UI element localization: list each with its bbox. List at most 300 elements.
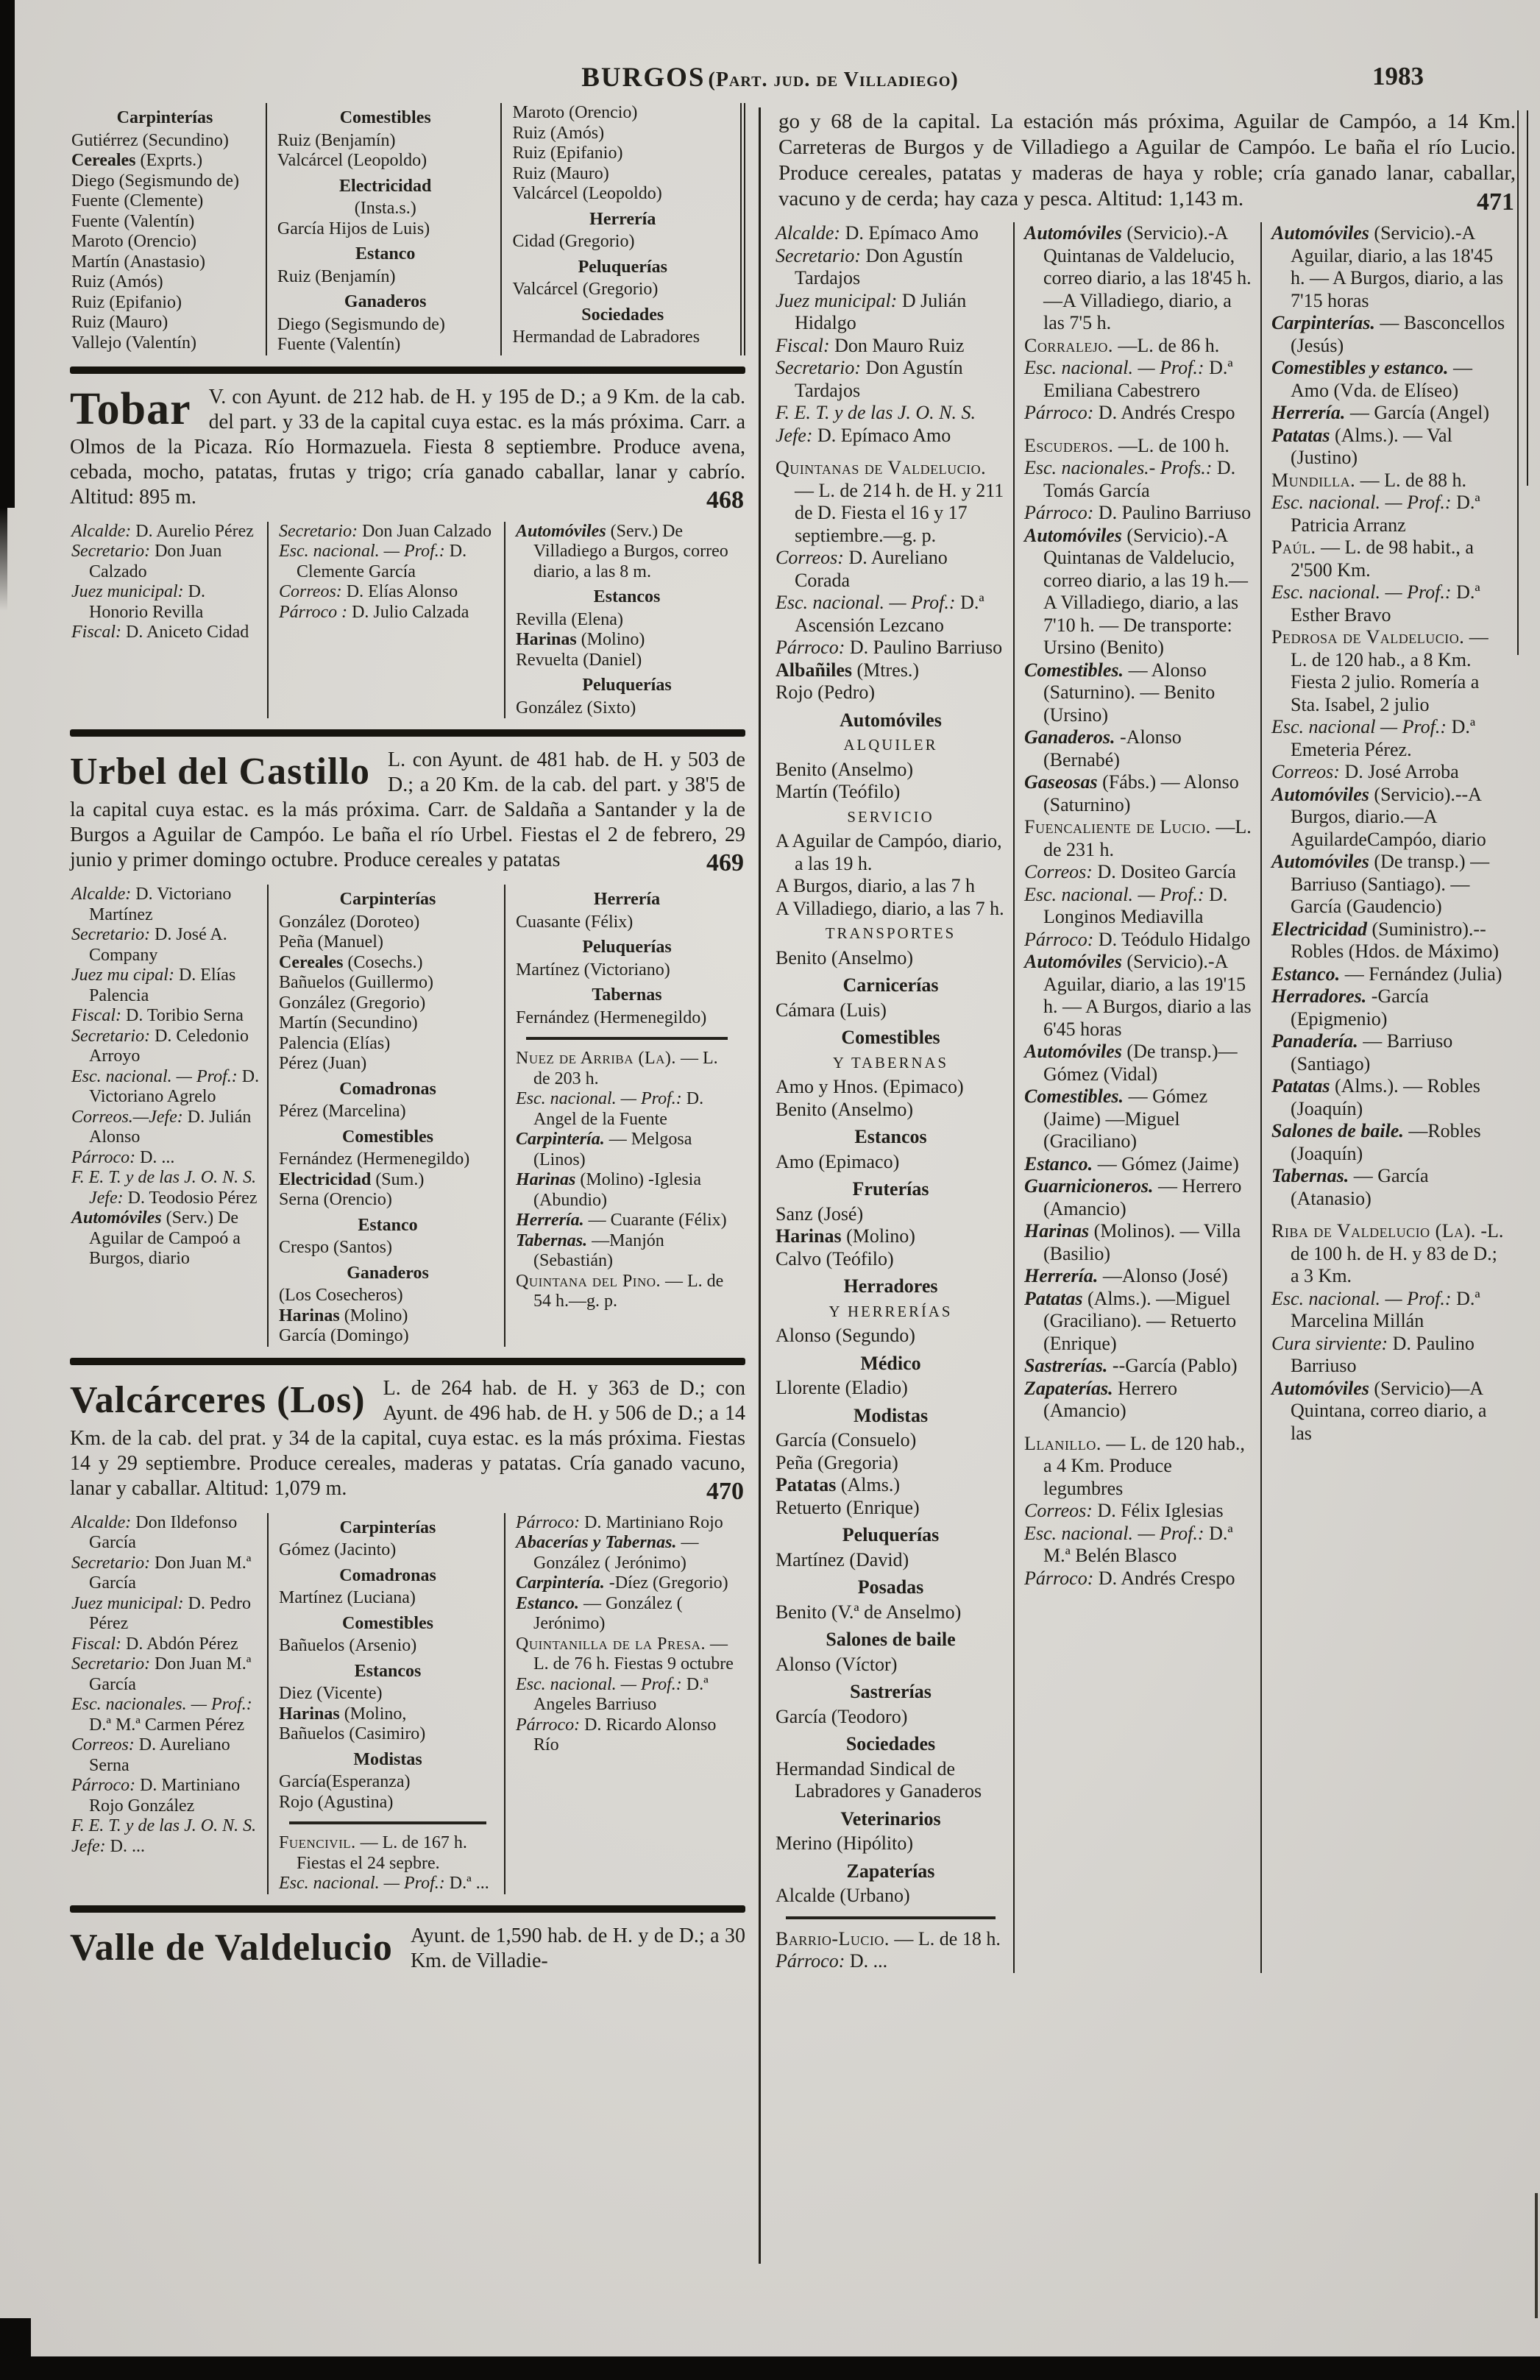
entry-lead: SERVICIO <box>847 808 934 826</box>
entry-lead: Correos: <box>1024 861 1093 882</box>
trade-entry: Salones de baile. —Robles (Joaquín) <box>1271 1120 1481 1164</box>
entry-lead: Electricidad <box>339 176 432 196</box>
official-role-entry: Correos: D. Dositeo García <box>1024 861 1236 882</box>
entry-lead: Martín (Anastasio) <box>71 252 205 272</box>
entry-lead: Esc. nacionales. — Prof.: <box>71 1695 252 1714</box>
entry-lead: Carpinterías <box>339 890 436 909</box>
trade-header <box>512 305 733 326</box>
trade-entry: Sastrerías. --García (Pablo) <box>1024 1355 1238 1376</box>
trade-entry: Estanco. — González ( Jerónimo) <box>516 1593 683 1633</box>
entry-lead: Herrería. <box>1024 1265 1099 1286</box>
entry-lead: Secretario: <box>776 244 861 266</box>
entry-lead: Esc. nacional. — Prof.: <box>1271 492 1452 513</box>
official-role-entry: Párroco: D. Ricardo Alonso Río <box>516 1715 717 1754</box>
person-entry <box>776 1203 1006 1226</box>
entry-lead: Esc. nacionales.- Profs.: <box>1024 457 1213 478</box>
person-entry <box>279 1588 497 1609</box>
entry-lead: Diego (Segismundo de) <box>71 171 239 191</box>
entry-lead: Alonso (Segundo) <box>776 1325 915 1346</box>
left-text-block <box>70 103 745 1986</box>
official-role-entry: Párroco : D. Julio Calzada <box>279 602 469 622</box>
scan-edge-left-fade <box>0 508 7 611</box>
entry-lead: Estanco <box>358 1215 418 1235</box>
entry-lead: Benito (Anselmo) <box>776 758 914 780</box>
official-role-entry: F. E. T. y de las J. O. N. S. Jefe: D. Teodosio Pérez <box>71 1168 258 1208</box>
entry-lead: González (Doroteo) <box>279 912 420 932</box>
entry-lead: Fuente (Clemente) <box>71 191 204 210</box>
person-entry <box>776 1377 1006 1400</box>
entry-lead: Correos: <box>279 582 342 601</box>
entry-lead: Quintana del Pino. <box>516 1271 661 1291</box>
entry-lead: Secretario: <box>279 521 358 541</box>
entry-lead: Bañuelos (Arsenio) <box>279 1636 417 1655</box>
entry-lead: Herradores <box>843 1275 938 1297</box>
trade-lead-entry: Cereales (Exprts.) <box>71 151 203 170</box>
entry-lead: Secretario: <box>776 357 861 378</box>
official-role-entry: Juez municipal: D. Honorio Revilla <box>71 582 205 622</box>
entry-reference-number: 471 <box>1477 188 1514 216</box>
trade-entry: Estanco. — Fernández (Julia) <box>1271 963 1502 985</box>
directory-column <box>70 1513 267 1894</box>
trade-entry: Carpintería. — Melgosa (Linos) <box>516 1130 692 1169</box>
official-role-entry: Esc. nacional. — Prof.: D.ª Marcelina Millán <box>1271 1287 1480 1331</box>
trade-entry: Patatas (Alms.). — Robles (Joaquín) <box>1271 1075 1480 1119</box>
official-role-entry: Esc. nacionales.- Profs.: D. Tomás García <box>1024 457 1236 501</box>
town-intro-text: Ayunt. de 1,590 hab. de H. y de D.; a 30 Km. de Villadie- <box>410 1924 745 1972</box>
entry-lead: Revilla (Elena) <box>516 609 623 629</box>
entry-lead: Esc. nacional. — Prof.: <box>1271 581 1452 603</box>
person-entry <box>776 1452 1006 1475</box>
entry-lead: Llanillo. <box>1024 1432 1101 1454</box>
entry-lead: Estancos <box>854 1126 927 1147</box>
trade-header <box>776 1405 1006 1428</box>
village-entry: Riba de Valdelucio (La). -L. de 100 h. de H. y 83 de D.; a 3 Km. <box>1271 1220 1504 1286</box>
entry-lead: Fuente (Valentín) <box>71 211 195 231</box>
village-entry: Pedrosa de Valdelucio. — L. de 120 hab., a 8 Km. Fiesta 2 julio. Romería a Sta. Isabel, 2 julio <box>1271 626 1488 715</box>
entry-lead: Modistas <box>853 1404 929 1426</box>
official-role-entry: Párroco: D. Teódulo Hidalgo <box>1024 928 1251 950</box>
entry-lead: Fuencaliente de Lucio. <box>1024 816 1211 837</box>
trade-entry: Comestibles. — Gómez (Jaime) —Miguel (Graciliano) <box>1024 1085 1208 1152</box>
person-entry <box>512 103 733 124</box>
town-intro-text: L. de 264 hab. de H. y 363 de D.; con Ayunt. de 496 hab. de H. y 506 de D.; a 14 Km. de la cab. del prat. y 34 de la capital, cuya estac. es la más próxima. Fiestas 14 y 29 septiembre. Produce cereales, maderas y patatas. Cría ganado vacuno, lanar y caballar. Altitud: 1,079 m. <box>70 1376 745 1500</box>
scan-edge-bottom <box>0 2356 1540 2380</box>
trade-entry: Estanco. — Gómez (Jaime) <box>1024 1152 1239 1175</box>
entry-lead: Párroco: <box>1024 402 1094 423</box>
official-role-entry: Secretario: Don Juan M.ª García <box>71 1553 252 1593</box>
entry-lead: Escuderos. <box>1024 434 1114 456</box>
entry-lead: Patatas <box>776 1474 837 1495</box>
entry-lead: Párroco: <box>776 637 845 658</box>
person-entry <box>279 1724 497 1745</box>
entry-lead: Fiscal: <box>71 1634 121 1654</box>
official-role-entry: Correos: D. Aureliano Serna <box>71 1735 230 1775</box>
directory-column <box>774 222 1013 1973</box>
entry-lead: Esc. nacional. — Prof.: <box>776 592 956 613</box>
entry-lead: Secretario: <box>71 542 151 561</box>
entry-lead: García (Consuelo) <box>776 1429 917 1451</box>
entry-lead: Cura sirviente: <box>1271 1332 1388 1354</box>
trade-header <box>516 985 738 1006</box>
town-heading: Tobar <box>70 383 191 434</box>
official-role-entry: Párroco: D. ... <box>71 1147 175 1167</box>
entry-lead: Juez municipal: <box>776 289 898 311</box>
entry-lead: Comestibles. <box>1024 1085 1124 1107</box>
entry-reference-number: 468 <box>706 486 744 514</box>
village-entry: Llanillo. — L. de 120 hab., a 4 Km. Produce legumbres <box>1024 1432 1245 1499</box>
official-role-entry: Correos: D. Aureliano Corada <box>776 547 948 591</box>
person-entry <box>279 1150 497 1170</box>
directory-column <box>70 103 266 355</box>
person-entry <box>279 1326 497 1347</box>
official-role-entry: Esc. nacional. — Prof.: D.ª ... <box>279 1874 489 1893</box>
entry-lead: Bañuelos (Guillermo) <box>279 973 433 992</box>
town-heading: Urbel del Castillo <box>70 751 370 793</box>
entry-lead: Nuez de Arriba (La). <box>516 1049 676 1068</box>
entry-lead: Tabernas <box>592 985 662 1005</box>
entry-lead: Valcárcel (Leopoldo) <box>512 184 662 203</box>
trade-header <box>776 974 1006 997</box>
entry-lead: Harinas <box>279 1306 340 1325</box>
entry-lead: Riba de Valdelucio (La). <box>1271 1220 1476 1242</box>
trade-entry: Herrería. — García (Angel) <box>1271 402 1490 423</box>
trade-header <box>776 1733 1006 1756</box>
entry-lead: Paúl. <box>1271 536 1316 558</box>
entry-lead: Alcalde: <box>71 885 132 904</box>
directory-column <box>504 885 745 1347</box>
right-text-block <box>774 109 1516 1973</box>
trade-lead-entry: Harinas (Molino) <box>279 1306 408 1325</box>
entry-lead: Zapaterías <box>846 1860 935 1882</box>
trade-entry: Harinas (Molino) -Iglesia (Abundio) <box>516 1170 701 1210</box>
person-entry <box>277 315 494 336</box>
trade-header <box>279 1264 497 1284</box>
entry-lead: Carpintería. <box>516 1573 605 1593</box>
official-role-entry: Juez municipal: D Julián Hidalgo <box>776 289 967 333</box>
entry-lead: Automóviles <box>1024 524 1122 546</box>
trade-header <box>776 1275 1006 1298</box>
village-entry: Quintanas de Valdelucio. — L. de 214 h. de H. y 211 de D. Fiesta el 16 y 17 septiembre.—g. p. <box>776 457 1004 546</box>
entry-lead: Automóviles <box>1024 951 1122 972</box>
entry-lead: Esc. nacional. — Prof.: <box>516 1674 682 1694</box>
trade-lead-entry: Harinas (Molino) <box>516 630 645 649</box>
entry-lead: González (Sixto) <box>516 698 636 718</box>
entry-lead: Párroco: <box>776 1950 845 1972</box>
trade-lead-entry: Electricidad (Sum.) <box>279 1169 425 1189</box>
trade-header <box>277 108 494 129</box>
town-listings <box>70 522 745 719</box>
directory-column <box>267 1513 504 1894</box>
town-listings <box>70 1513 745 1894</box>
trade-entry: Abacerías y Tabernas. — González ( Jerónimo) <box>516 1533 699 1573</box>
person-entry <box>776 681 1006 704</box>
official-role-entry: Esc. nacional. — Prof.: D. Longinos Mediavilla <box>1024 883 1228 927</box>
entry-lead: Alcalde (Urbano) <box>776 1885 910 1906</box>
entry-lead: Automóviles <box>71 1208 162 1228</box>
trade-lead-entry: Cereales (Cosechs.) <box>279 952 423 972</box>
trade-entry: Zapaterías. Herrero (Amancio) <box>1024 1377 1177 1421</box>
entry-lead: Rojo (Pedro) <box>776 681 876 703</box>
trade-entry: Automóviles (Serv.) De Villadiego a Burgos, correo diario, a las 8 m. <box>516 521 728 581</box>
entry-lead: Párroco: <box>1024 502 1094 523</box>
trade-entry: Automóviles (Servicio).-A Quintanas de Valdelucio, correo diario, a las 19 h.—A Villadiego, diario, a las 7'10 h. — De transporte: Ursino (Benito) <box>1024 524 1248 658</box>
trade-entry: Automóviles (De transp.)— Gómez (Vidal) <box>1024 1041 1238 1085</box>
entry-lead: Juez mu cipal: <box>71 966 174 985</box>
column-divider-rule <box>526 1037 728 1040</box>
person-entry <box>71 293 258 314</box>
entry-lead: Martínez (David) <box>776 1548 909 1570</box>
entry-lead: Diez (Vicente) <box>279 1684 383 1703</box>
entry-lead: Ganaderos <box>347 1263 429 1283</box>
person-entry <box>776 1325 1006 1347</box>
entry-lead: Herradores. <box>1271 985 1367 1007</box>
entry-lead: Ruiz (Epifanio) <box>512 144 623 163</box>
directory-column <box>1260 222 1516 1973</box>
official-role-entry: Alcalde: D. Epímaco Amo <box>776 222 979 244</box>
entry-lead: Comestibles <box>339 108 431 127</box>
entry-lead: Automóviles <box>1024 222 1122 244</box>
trade-header <box>776 1524 1006 1547</box>
entry-lead: Ruiz (Benjamín) <box>277 266 396 286</box>
running-head <box>0 62 1540 93</box>
person-entry <box>776 1248 1006 1271</box>
person-entry <box>512 184 733 205</box>
entry-lead: Tabernas. <box>516 1230 588 1250</box>
person-entry <box>776 1654 1006 1676</box>
section-separator-rule <box>70 366 745 374</box>
column-divider-rule <box>289 1821 486 1824</box>
entry-lead: Cereales <box>279 952 344 972</box>
town-listings <box>70 885 745 1347</box>
entry-lead: Carpinterías <box>116 108 213 127</box>
trade-subheader <box>776 807 1006 829</box>
entry-lead: Bañuelos (Casimiro) <box>279 1724 426 1743</box>
trade-entry: Automóviles (Servicio).-A Quintanas de Valdelucio, correo diario, a las 18'45 h.—A Villadiego, diario, a las 7'5 h. <box>1024 222 1252 333</box>
town-intro-text: L. con Ayunt. de 481 hab. de H. y 503 de D.; a 20 Km. de la cab. del part. y 38'5 de la capital cuya estac. es la más próxima. Carr. de Saldaña a Santander y la de Burgos a Aguilar de Campóo. Le baña el río Urbel. Fiestas el 2 de febrero, 29 junio y primer domingo octubre. Produce cereales y patatas <box>70 748 745 871</box>
directory-column <box>266 103 501 355</box>
entry-lead: Párroco: <box>71 1776 136 1795</box>
column-gap <box>1024 1423 1253 1433</box>
entry-lead: García (Teodoro) <box>776 1705 908 1727</box>
official-role-entry: Cura sirviente: D. Paulino Barriuso <box>1271 1332 1475 1376</box>
trade-entry: Automóviles (Servicio).--A Burgos, diario.—A AguilardeCampóo, diario <box>1271 783 1486 850</box>
directory-column <box>504 522 745 719</box>
entry-lead: Correos: <box>776 547 844 568</box>
trade-entry: Electricidad (Suministro).--Robles (Hdos. de Máximo) <box>1271 918 1500 962</box>
entry-lead: García(Esperanza) <box>279 1772 411 1791</box>
entry-lead: Benito (Anselmo) <box>776 946 914 968</box>
right-margin-rule-inner <box>1527 110 1528 486</box>
entry-lead: Herrería. <box>1271 402 1346 423</box>
trade-lead-entry: Harinas (Molino, <box>279 1704 407 1724</box>
entry-lead: Pedrosa de Valdelucio. <box>1271 626 1465 648</box>
official-role-entry: Párroco: D. Andrés Crespo <box>1024 1567 1235 1589</box>
entry-lead: Automóviles <box>1271 851 1369 872</box>
trade-header <box>279 1614 497 1635</box>
entry-lead: Párroco: <box>1024 928 1094 950</box>
trade-entry: Patatas (Alms.). — Val (Justino) <box>1271 424 1452 468</box>
official-role-entry: Párroco: D. Andrés Crespo <box>1024 402 1235 423</box>
person-entry <box>776 781 1006 804</box>
entry-lead: Patatas <box>1271 424 1330 446</box>
entry-lead: Barrio-Lucio. <box>776 1927 890 1949</box>
person-entry <box>776 759 1006 782</box>
entry-lead: Esc. nacional. — Prof.: <box>279 1874 445 1893</box>
person-entry <box>279 1102 497 1122</box>
trade-entry: Herrería. — Cuarante (Félix) <box>516 1211 727 1230</box>
trade-header <box>776 1681 1006 1704</box>
entry-lead: Ruiz (Amós) <box>512 123 605 143</box>
person-entry <box>71 272 258 293</box>
entry-lead: Cidad (Gregorio) <box>512 232 635 251</box>
trade-header <box>277 244 494 265</box>
entry-lead: Llorente (Eladio) <box>776 1377 908 1398</box>
village-entry: Fuencivil. — L. de 167 h. Fiestas el 24 sepbre. <box>279 1833 467 1873</box>
person-entry <box>279 1013 497 1034</box>
town-section-tobar <box>70 385 745 719</box>
entry-lead: Comestibles. <box>1024 659 1124 681</box>
entry-lead: (Los Cosecheros) <box>279 1286 403 1305</box>
person-entry <box>776 947 1006 970</box>
entry-lead: Cuasante (Félix) <box>516 912 634 932</box>
entry-lead: Sastrerías. <box>1024 1355 1108 1376</box>
person-entry <box>279 1034 497 1055</box>
entry-lead: Valcárcel (Gregorio) <box>512 280 659 299</box>
person-entry <box>776 1076 1006 1099</box>
trade-entry: Ganaderos. -Alonso (Bernabé) <box>1024 726 1182 771</box>
entry-lead: Maroto (Orencio) <box>512 103 638 122</box>
running-head-district: (Part. jud. de Villadiego) <box>708 68 959 91</box>
entry-lead: Palencia (Elías) <box>279 1033 391 1053</box>
entry-lead: Pérez (Juan) <box>279 1054 367 1073</box>
trade-header <box>277 292 494 313</box>
directory-column <box>500 103 740 355</box>
entry-lead: Y HERRERÍAS <box>828 1303 953 1320</box>
town-intro-continuation <box>774 109 1516 216</box>
person-entry <box>516 651 738 671</box>
official-role-entry: Juez mu cipal: D. Elías Palencia <box>71 966 236 1005</box>
person-entry <box>71 131 258 152</box>
town-heading: Valle de Valdelucio <box>70 1926 393 1969</box>
official-role-entry: Esc. nacional. — Prof.: D.ª Angeles Barriuso <box>516 1674 709 1714</box>
official-role-entry: Correos: D. José Arroba <box>1271 761 1459 782</box>
person-entry <box>516 698 738 719</box>
trade-header <box>516 587 738 608</box>
entry-lead: Esc. nacional. — Prof.: <box>1024 1522 1204 1544</box>
town-section-valcarceres <box>70 1376 745 1894</box>
person-entry <box>277 267 494 288</box>
trade-header <box>776 1629 1006 1651</box>
official-role-entry: Fiscal: D. Aniceto Cidad <box>71 623 249 642</box>
village-entry: Nuez de Arriba (La). — L. de 203 h. <box>516 1049 718 1088</box>
trade-header <box>516 938 738 958</box>
official-role-entry: Esc. nacional. — Prof.: D.ª M.ª Belén Blasco <box>1024 1522 1233 1566</box>
person-entry <box>776 1706 1006 1729</box>
directory-column <box>70 885 267 1347</box>
entry-lead: F. E. T. y de las J. O. N. S. <box>776 402 976 423</box>
town-section-valle-de-valdelucio <box>70 1924 745 1974</box>
official-role-entry: Esc. nacional. — Prof.: D. Victoriano Agrelo <box>71 1066 260 1106</box>
town-intro <box>70 383 745 514</box>
entry-lead: Cámara (Luis) <box>776 999 887 1021</box>
entry-lead: Tabernas. <box>1271 1165 1349 1186</box>
entry-lead: Estanco <box>355 244 416 263</box>
column-gap <box>1024 425 1253 435</box>
entry-lead: Calvo (Teófilo) <box>776 1247 894 1269</box>
trade-entry: Patatas (Alms.). —Miguel (Graciliano). — Retuerto (Enrique) <box>1024 1287 1237 1354</box>
entry-lead: Esc. nacional. — Prof.: <box>1024 883 1204 905</box>
trade-header <box>776 1576 1006 1599</box>
entry-lead: Esc. nacional. — Prof.: <box>279 542 445 561</box>
entry-lead: Automóviles <box>1271 222 1369 244</box>
trade-header <box>279 1566 497 1587</box>
entry-lead: Médico <box>860 1352 921 1374</box>
entry-lead: Serna (Orencio) <box>279 1190 392 1209</box>
entry-lead: Gaseosas <box>1024 771 1098 793</box>
entry-lead: Benito (Anselmo) <box>776 1098 914 1120</box>
entry-lead: TRANSPORTES <box>825 925 957 942</box>
entry-lead: Carpinterías. <box>1271 312 1375 333</box>
entry-lead: Comadronas <box>339 1079 436 1099</box>
entry-lead: Comestibles <box>342 1127 433 1147</box>
town-intro <box>70 1924 745 1974</box>
trade-header <box>516 890 738 910</box>
scan-edge-right-mark <box>1535 2193 1538 2318</box>
trade-header <box>776 1027 1006 1049</box>
entry-lead: Alcalde: <box>71 1512 132 1532</box>
entry-lead: Salones de baile <box>826 1629 956 1650</box>
section-separator-rule <box>70 1905 745 1913</box>
entry-lead: Comadronas <box>339 1565 436 1585</box>
trade-header <box>71 108 258 129</box>
village-entry: Escuderos. —L. de 100 h. <box>1024 434 1229 456</box>
entry-lead: Y TABERNAS <box>832 1054 949 1072</box>
trade-lead-entry: Patatas (Alms.) <box>776 1474 900 1495</box>
entry-lead: Harinas <box>516 630 577 649</box>
entry-lead: Quintanas de Valdelucio. <box>776 457 987 478</box>
person-entry <box>516 960 738 981</box>
official-role-entry: Jefe: D. ... <box>71 1836 145 1856</box>
entry-lead: Carpinterías <box>339 1517 436 1537</box>
entry-lead: Veterinarios <box>840 1807 941 1830</box>
entry-lead: Ganaderos. <box>1024 726 1115 748</box>
trade-lead-entry: Albañiles (Mtres.) <box>776 659 920 681</box>
trade-entry: Automóviles (Serv.) De Aguilar de Campoó a Burgos, diario <box>71 1208 241 1268</box>
official-role-entry: Esc. nacional. — Prof.: D. Angel de la Fuente <box>516 1089 704 1129</box>
entry-lead: García Hijos de Luis) <box>277 219 430 238</box>
official-role-entry: Secretario: Don Agustín Tardajos <box>776 357 963 401</box>
entry-lead: Harinas <box>1024 1220 1090 1242</box>
person-entry <box>277 219 494 240</box>
entry-lead: Valcárcel (Leopoldo) <box>277 151 427 170</box>
entry-lead: Párroco: <box>516 1715 581 1735</box>
person-entry <box>279 1540 497 1561</box>
entry-lead: Vallejo (Valentín) <box>71 333 196 353</box>
person-entry <box>279 1054 497 1074</box>
person-entry <box>277 151 494 171</box>
trade-entry: Panadería. — Barriuso (Santiago) <box>1271 1030 1453 1074</box>
entry-lead: Retuerto (Enrique) <box>776 1496 920 1518</box>
entry-lead: Estanco. <box>1271 963 1341 985</box>
entry-lead: Fuencivil. <box>279 1833 356 1852</box>
trade-entry: Automóviles (De transp.) — Barriuso (Santiago). — García (Gaudencio) <box>1271 851 1490 917</box>
official-role-entry: Párroco: D. Paulino Barriuso <box>1024 502 1252 523</box>
entry-lead: Esc. nacional. — Prof.: <box>516 1089 682 1108</box>
trade-header <box>776 1808 1006 1831</box>
entry-lead: Electricidad <box>1271 918 1367 940</box>
official-role-entry: Correos: D. Félix Iglesias <box>1024 1500 1224 1521</box>
person-entry <box>512 232 733 252</box>
